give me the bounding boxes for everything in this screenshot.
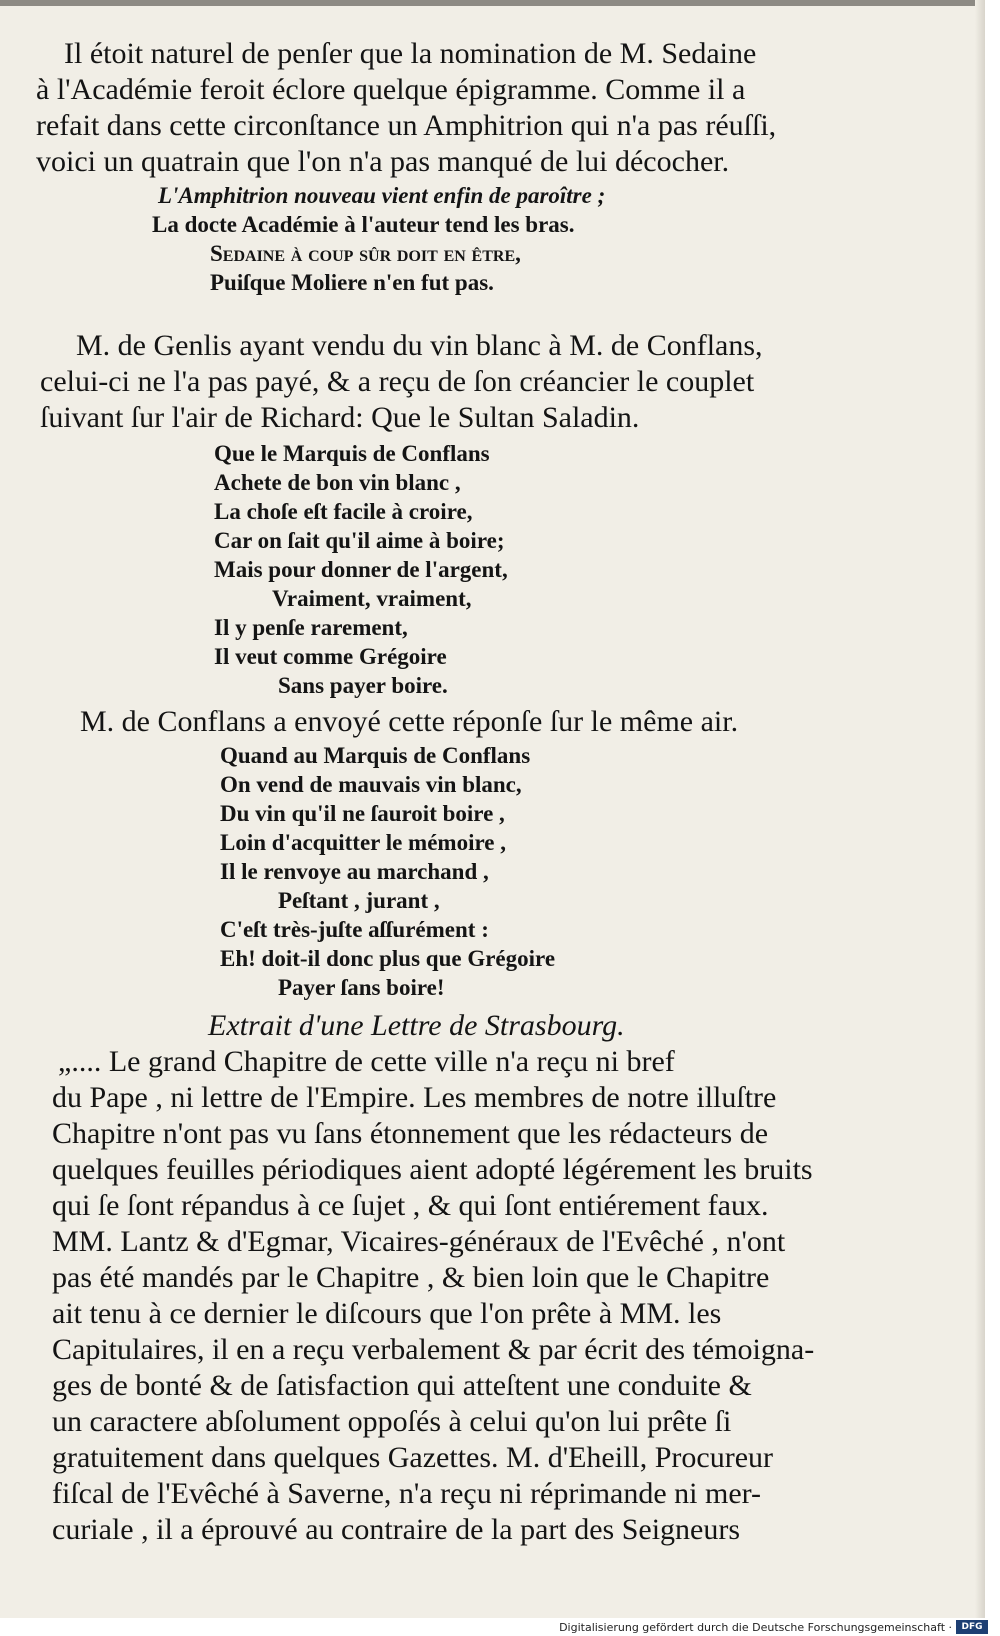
paragraph-3-line: gratuitement dans quelques Gazettes. M. d'Eheill, Procureur bbox=[52, 1441, 774, 1474]
paragraph-3-line: Chapitre n'ont pas vu ſans étonnement que les rédacteurs de bbox=[52, 1117, 769, 1150]
couplet-1-line: Que le Marquis de Conflans bbox=[214, 441, 490, 466]
quatrain-line: La docte Académie à l'auteur tend les bras. bbox=[152, 212, 575, 237]
paragraph-3-line: ait tenu à ce dernier le diſcours que l'on prête à MM. les bbox=[52, 1297, 722, 1330]
extract-heading: Extrait d'une Lettre de Strasbourg. bbox=[208, 1009, 625, 1042]
couplet-2-line: Peſtant , jurant , bbox=[278, 888, 440, 913]
couplet-2-line: Du vin qu'il ne ſauroit boire , bbox=[220, 801, 505, 826]
paragraph-2-line: celui-ci ne l'a pas payé, & a reçu de ſon créancier le couplet bbox=[40, 365, 755, 398]
reply-intro: M. de Conflans a envoyé cette réponſe ſur le même air. bbox=[80, 705, 739, 738]
dfg-logo-icon: DFG bbox=[956, 1620, 988, 1634]
paragraph-3-line: pas été mandés par le Chapitre , & bien loin que le Chapitre bbox=[52, 1261, 770, 1294]
footer-credit: Digitalisierung gefördert durch die Deutsche Forschungsgemeinschaft · bbox=[559, 1621, 952, 1634]
paragraph-3-line: fiſcal de l'Evêché à Saverne, n'a reçu ni réprimande ni mer- bbox=[52, 1477, 762, 1510]
quatrain-line: Puiſque Moliere n'en fut pas. bbox=[210, 270, 494, 295]
paragraph-2-line: M. de Genlis ayant vendu du vin blanc à M. de Conflans, bbox=[76, 329, 763, 362]
couplet-1-line: Sans payer boire. bbox=[278, 673, 448, 698]
couplet-2-line: Il le renvoye au marchand , bbox=[220, 859, 489, 884]
quatrain-line: Sedaine à coup ſûr doit en être, bbox=[210, 241, 521, 266]
paragraph-3-line: Capitulaires, il en a reçu verbalement & par écrit des témoigna- bbox=[52, 1333, 815, 1366]
paragraph-1-line: voici un quatrain que l'on n'a pas manqué de lui décocher. bbox=[36, 145, 730, 178]
couplet-2-line: Quand au Marquis de Conflans bbox=[220, 743, 531, 768]
paragraph-3-line: „.... Le grand Chapitre de cette ville n'a reçu ni bref bbox=[58, 1045, 675, 1078]
couplet-2-line: On vend de mauvais vin blanc, bbox=[220, 772, 522, 797]
paragraph-3-line: ges de bonté & de ſatisfaction qui atteſtent une conduite & bbox=[52, 1369, 752, 1402]
couplet-2-line: C'eſt très-juſte aſſurément : bbox=[220, 917, 489, 942]
couplet-2-line: Payer ſans boire! bbox=[278, 975, 445, 1000]
paragraph-3-line: MM. Lantz & d'Egmar, Vicaires-généraux de l'Evêché , n'ont bbox=[52, 1225, 786, 1258]
couplet-2-line: Eh! doit-il donc plus que Grégoire bbox=[220, 946, 556, 971]
couplet-1-line: Car on ſait qu'il aime à boire; bbox=[214, 528, 505, 553]
paragraph-3-line: curiale , il a éprouvé au contraire de la part des Seigneurs bbox=[52, 1513, 741, 1546]
couplet-1-line: Il veut comme Grégoire bbox=[214, 644, 447, 669]
paragraph-1-line: Il étoit naturel de penſer que la nomination de M. Sedaine bbox=[64, 37, 757, 70]
couplet-1-line: Mais pour donner de l'argent, bbox=[214, 557, 508, 582]
paragraph-3-line: du Pape , ni lettre de l'Empire. Les membres de notre illuſtre bbox=[52, 1081, 777, 1114]
paragraph-2-line: ſuivant ſur l'air de Richard: Que le Sultan Saladin. bbox=[40, 401, 640, 434]
couplet-1-line: La choſe eſt facile à croire, bbox=[214, 499, 473, 524]
paragraph-3-line: un caractere abſolument oppoſés à celui qu'on lui prête ſi bbox=[52, 1405, 732, 1438]
quatrain-line: L'Amphitrion nouveau vient enfin de paroître ; bbox=[158, 183, 606, 208]
paragraph-1-line: refait dans cette circonſtance un Amphitrion qui n'a pas réuſſi, bbox=[36, 109, 777, 142]
paragraph-1-line: à l'Académie feroit éclore quelque épigramme. Comme il a bbox=[36, 73, 746, 106]
couplet-1-line: Il y penſe rarement, bbox=[214, 615, 408, 640]
couplet-1-line: Vraiment, vraiment, bbox=[272, 586, 472, 611]
paragraph-3-line: qui ſe ſont répandus à ce ſujet , & qui ſont entiérement faux. bbox=[52, 1189, 769, 1222]
page-top-edge bbox=[0, 0, 985, 6]
couplet-1-line: Achete de bon vin blanc , bbox=[214, 470, 461, 495]
couplet-2-line: Loin d'acquitter le mémoire , bbox=[220, 830, 506, 855]
page-right-edge bbox=[975, 0, 985, 1618]
paragraph-3-line: quelques feuilles périodiques aient adopté légérement les bruits bbox=[52, 1153, 813, 1186]
